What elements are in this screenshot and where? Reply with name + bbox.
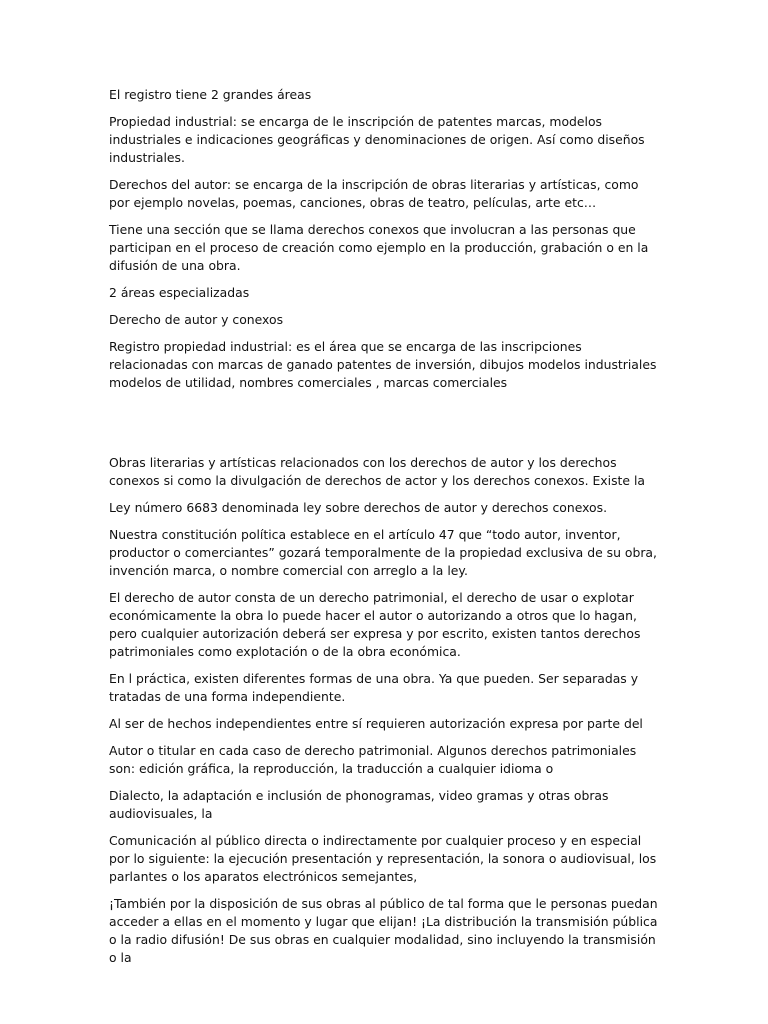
paragraph-formas-obra: En l práctica, existen diferentes formas de una obra. Ya que pueden. Ser separadas y tratadas de una forma independiente.: [109, 671, 639, 704]
blank-space: [109, 401, 661, 454]
paragraph-comunicacion-publico: Comunicación al público directa o indirectamente por cualquier proceso y en especial por lo siguiente: la ejecución presentación y representación, la sonora o audiovisual, los parlantes o los aparatos electrónicos semejantes,: [109, 833, 657, 884]
paragraph-obras-literarias: Obras literarias y artísticas relacionados con los derechos de autor y los derechos conexos si como la divulgación de derechos de actor y los derechos conexos. Existe la: [109, 455, 645, 488]
paragraph-constitucion-articulo-47: Nuestra constitución política establece en el artículo 47 que “todo autor, inventor, productor o comerciantes” gozará temporalmente de la propiedad exclusiva de su obra, invención marca, o nombre comercial con arreglo a la ley.: [109, 527, 657, 578]
paragraph-autorizacion-expresa: Al ser de hechos independientes entre sí requieren autorización expresa por parte del: [109, 716, 643, 731]
paragraph-registro-propiedad-industrial: Registro propiedad industrial: es el área que se encarga de las inscripciones relacionadas con marcas de ganado patentes de inversión, dibujos modelos industriales modelos de utilidad, nombres comerciales , marcas comerciales: [109, 339, 657, 390]
paragraph-areas-especializadas: 2 áreas especializadas: [109, 285, 250, 300]
paragraph-registro-areas: El registro tiene 2 grandes áreas: [109, 87, 312, 102]
document-body: [109, 86, 661, 976]
paragraph-propiedad-industrial: Propiedad industrial: se encarga de le inscripción de patentes marcas, modelos industriales e indicaciones geográficas y denominaciones de origen. Así como diseños industriales.: [109, 114, 645, 165]
paragraph-derechos-conexos: Tiene una sección que se llama derechos conexos que involucran a las personas que participan en el proceso de creación como ejemplo en la producción, grabación o en la difusión de una obra.: [109, 222, 649, 273]
paragraph-dialecto-adaptacion: Dialecto, la adaptación e inclusión de phonogramas, video gramas y otras obras audiovisuales, la: [109, 788, 609, 821]
paragraph-derechos-autor: Derechos del autor: se encarga de la inscripción de obras literarias y artísticas, como por ejemplo novelas, poemas, canciones, obras de teatro, películas, arte etc…: [109, 177, 639, 210]
paragraph-derecho-autor-conexos: Derecho de autor y conexos: [109, 312, 284, 327]
paragraph-ley-6683: Ley número 6683 denominada ley sobre derechos de autor y derechos conexos.: [109, 500, 608, 515]
paragraph-disposicion-obras: ¡También por la disposición de sus obras al público de tal forma que le personas puedan acceder a ellas en el momento y lugar que elijan! ¡La distribución la transmisión pública o la radio difusión! De sus obras en cualquier modalidad, sino incluyendo la transmisión o la: [109, 896, 658, 965]
paragraph-derecho-patrimonial: El derecho de autor consta de un derecho patrimonial, el derecho de usar o explotar económicamente la obra lo puede hacer el autor o autorizando a otros que lo hagan, pero cualquier autorización deberá ser expresa y por escrito, existen tantos derechos patrimoniales como explotación o de la obra económica.: [109, 590, 641, 659]
paragraph-autor-titular: Autor o titular en cada caso de derecho patrimonial. Algunos derechos patrimoniales son: edición gráfica, la reproducción, la traducción a cualquier idioma o: [109, 743, 637, 776]
